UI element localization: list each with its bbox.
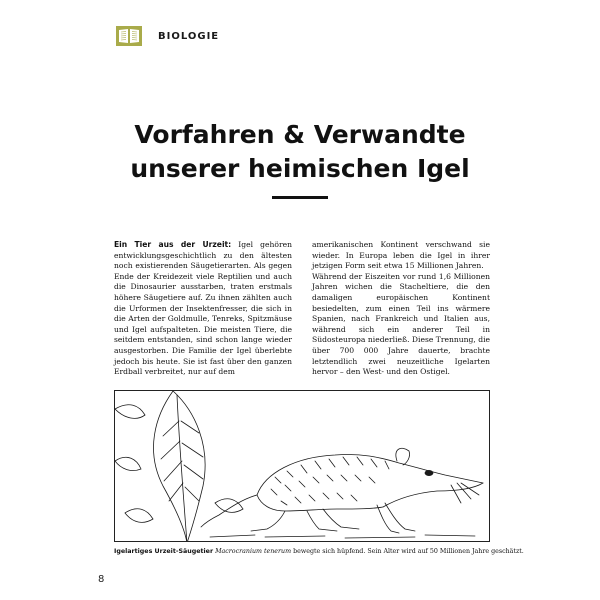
caption-text: bewegte sich hüpfend. Sein Alter wird auf 50 Millionen Jahre geschätzt. — [291, 548, 524, 555]
article-title — [0, 118, 600, 186]
title-line-2: unserer heimischen Igel — [130, 154, 470, 183]
caption-species: Macrocranium tenerum — [215, 548, 292, 555]
lead-in: Ein Tier aus der Urzeit: — [114, 240, 232, 249]
illustration-frame — [114, 390, 490, 542]
page-number: 8 — [98, 574, 105, 585]
title-divider — [272, 196, 328, 199]
column-2-paragraph-1: amerikanischen Kontinent verschwand sie wieder. In Europa leben die Igel in ihrer jetzigen Form seit etwa 15 Millionen Jahren. — [312, 240, 490, 271]
open-book-icon — [116, 26, 142, 46]
body-column-left — [114, 240, 292, 378]
section-header — [116, 26, 219, 46]
body-column-right — [312, 240, 490, 378]
figure-caption — [114, 548, 524, 556]
macrocranium-illustration — [115, 391, 490, 542]
section-label: BIOLOGIE — [158, 30, 220, 42]
title-line-1: Vorfahren & Verwandte — [134, 120, 466, 149]
caption-lead: Igelartiges Urzeit-Säugetier — [114, 548, 214, 555]
column-1-text: Igel gehören entwicklungsgeschichtlich zu den ältesten noch existierenden Säugetierarten. Als gegen Ende der Kreidezeit viele Reptilien und auch die Dinosaurier ausstarben, traten erstmals höhere Säugetiere auf. Zu ihnen zählten auch die Urformen der Insektenfresser, die sich in die Arten der Goldmulle, Tenreks, Spitzmäuse und Igel aufspalteten. Die meisten Tiere, die seitdem entstanden, sind schon lange wieder ausgestorben. Die Familie der Igel überlebte jedoch bis heute. Sie ist fast über den ganzen Erdball verbreitet, nur auf dem — [114, 240, 292, 377]
column-2-paragraph-2: Während der Eiszeiten vor rund 1,6 Millionen Jahren wichen die Stacheltiere, die den damaligen europäischen Kontinent besiedelten, zum einen Teil ins wärmere Spanien, nach Frankreich und Italien aus, während sich ein anderer Teil in Südosteuropa niederließ. Diese Trennung, die über 700 000 Jahre dauerte, brachte letztendlich zwei neuzeitliche Igelarten hervor – den West- und den Ostigel. — [312, 271, 490, 377]
